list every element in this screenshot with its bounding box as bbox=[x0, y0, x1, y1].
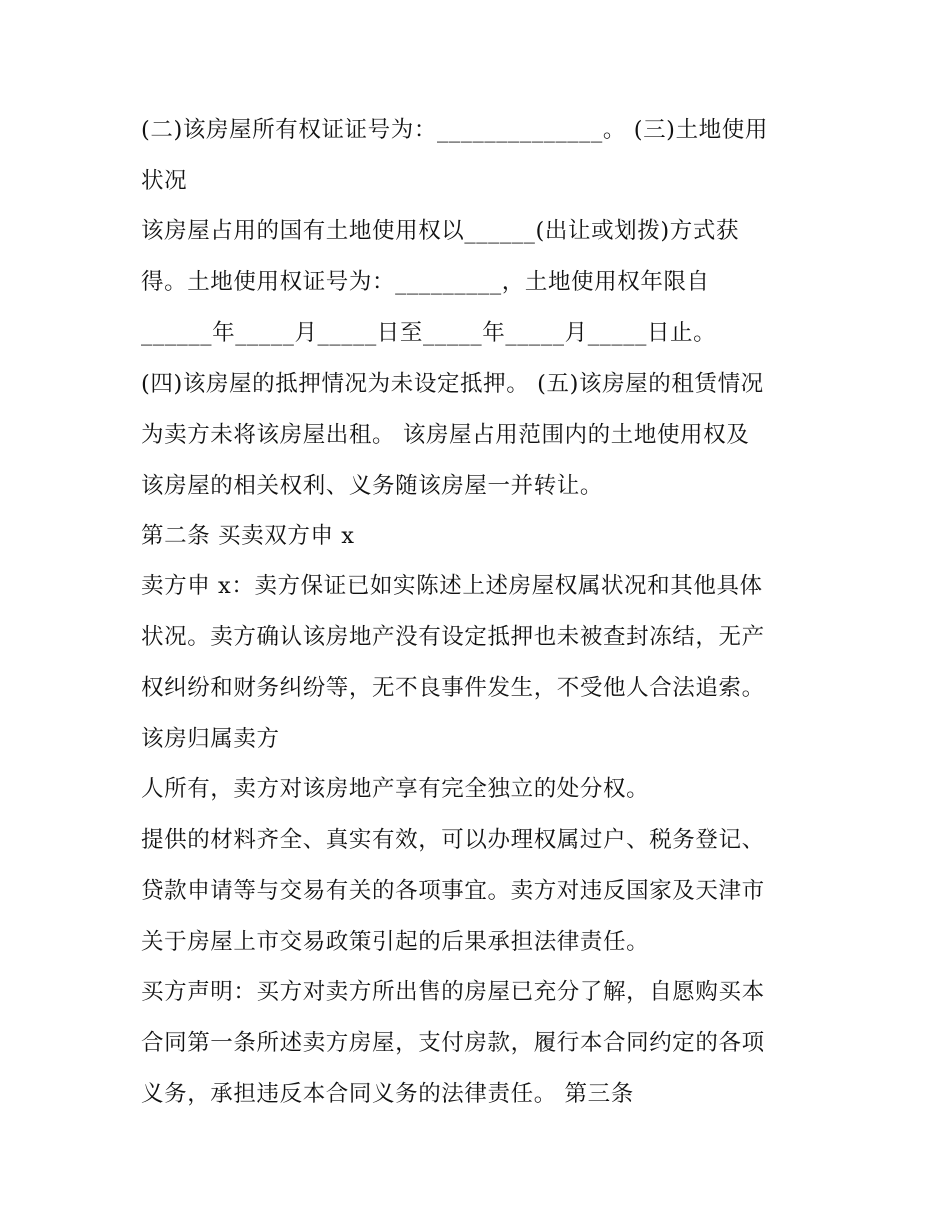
text-line: 合同第一条所述卖方房屋，支付房款，履行本合同约定的各项 bbox=[141, 1030, 765, 1056]
text-line: 买方声明：买方对卖方所出售的房屋已充分了解，自愿购买本 bbox=[141, 979, 765, 1005]
text-line: 义务，承担违反本合同义务的法律责任。 第三条 bbox=[141, 1081, 634, 1107]
section-heading: 第二条 买卖双方申 x bbox=[141, 523, 355, 549]
text-line: 得。土地使用权证号为：_________，土地使用权年限自 bbox=[141, 269, 710, 295]
text-line: 权纠纷和财务纠纷等，无不良事件发生，不受他人合法追索。 bbox=[141, 675, 765, 701]
text-line: 该房归属卖方 bbox=[141, 726, 280, 752]
text-line: ______年_____月_____日至_____年_____月_____日止。 bbox=[141, 320, 717, 346]
text-line: 状况。卖方确认该房地产没有设定抵押也未被查封冻结，无产 bbox=[141, 624, 765, 650]
text-line: 卖方申 x：卖方保证已如实陈述上述房屋权属状况和其他具体 bbox=[141, 573, 763, 599]
text-line: 状况 bbox=[141, 168, 188, 194]
text-line: 该房屋占用的国有土地使用权以______(出让或划拨)方式获 bbox=[141, 218, 740, 244]
text-line: 贷款申请等与交易有关的各项事宜。卖方对违反国家及天津市 bbox=[141, 878, 765, 904]
text-line: 关于房屋上市交易政策引起的后果承担法律责任。 bbox=[141, 929, 650, 955]
text-line: 为卖方未将该房屋出租。 该房屋占用范围内的土地使用权及 bbox=[141, 422, 750, 448]
text-line: 该房屋的相关权利、义务随该房屋一并转让。 bbox=[141, 473, 604, 499]
text-line: 提供的材料齐全、真实有效，可以办理权属过户、税务登记、 bbox=[141, 827, 765, 853]
text-line: (二)该房屋所有权证证号为：______________。 (三)土地使用 bbox=[141, 117, 768, 143]
text-line: (四)该房屋的抵押情况为未设定抵押。 (五)该房屋的租赁情况 bbox=[141, 371, 764, 397]
text-line: 人所有，卖方对该房地产享有完全独立的处分权。 bbox=[141, 776, 650, 802]
